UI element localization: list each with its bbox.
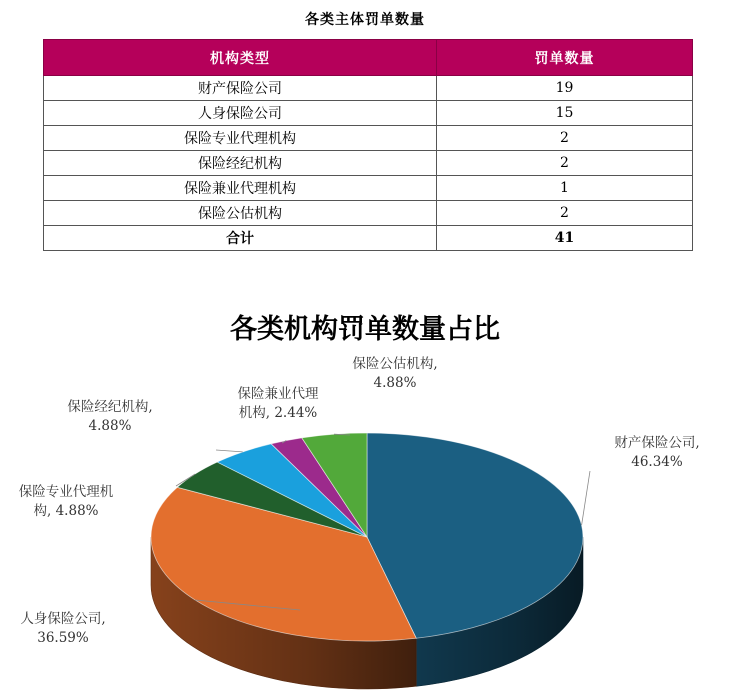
penalty-count-cell: 2 [437, 126, 693, 151]
institution-type-cell: 财产保险公司 [44, 76, 437, 101]
penalty-count-cell: 19 [437, 76, 693, 101]
slice-label: 保险经纪机构, 4.88% [67, 399, 153, 434]
institution-type-cell: 人身保险公司 [44, 101, 437, 126]
institution-type-cell: 保险公估机构 [44, 201, 437, 226]
header-penalty-count: 罚单数量 [437, 40, 693, 76]
pie-chart [0, 290, 730, 696]
pie-top-faces [151, 433, 583, 641]
table-row [44, 201, 693, 226]
institution-type-cell: 保险兼业代理机构 [44, 176, 437, 201]
penalty-count-cell: 15 [437, 101, 693, 126]
slice-label: 财产保险公司, 46.34% [614, 435, 700, 470]
institution-type-cell: 保险经纪机构 [44, 151, 437, 176]
total-label-cell: 合计 [44, 226, 437, 251]
table-row [44, 151, 693, 176]
slice-label: 保险专业代理机构, 4.88% [18, 484, 114, 519]
penalty-count-cell: 1 [437, 176, 693, 201]
institution-type-cell: 保险专业代理机构 [44, 126, 437, 151]
slice-label: 保险兼业代理机构, 2.44% [237, 386, 319, 421]
table-row [44, 76, 693, 101]
penalty-count-cell: 2 [437, 201, 693, 226]
table-row [44, 101, 693, 126]
penalty-table [43, 39, 693, 251]
total-value-cell: 41 [437, 226, 693, 251]
header-institution-type: 机构类型 [44, 40, 437, 76]
table-header-row [44, 40, 693, 76]
table-row [44, 126, 693, 151]
table-title: 各类主体罚单数量 [305, 12, 425, 28]
leader-line [582, 471, 590, 525]
table-row [44, 176, 693, 201]
slice-label: 保险公估机构, 4.88% [352, 356, 438, 391]
leader-line [216, 450, 243, 452]
table-total-row [44, 226, 693, 251]
penalty-count-cell: 2 [437, 151, 693, 176]
slice-label: 人身保险公司, 36.59% [20, 611, 106, 646]
chart-title: 各类机构罚单数量占比 [230, 314, 500, 345]
